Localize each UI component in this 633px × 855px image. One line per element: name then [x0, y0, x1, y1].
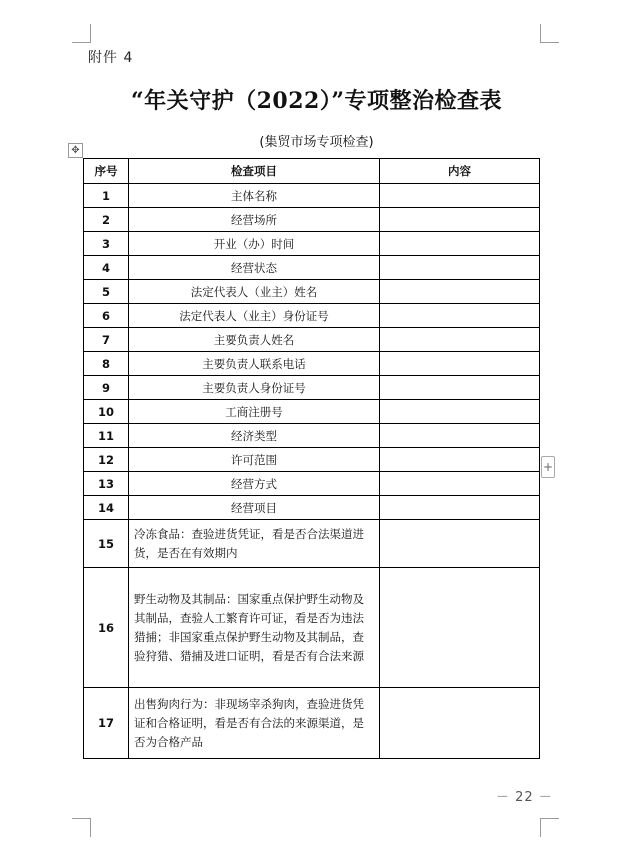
crop-mark-bottom-right [540, 818, 559, 837]
row-item: 经营状态 [129, 256, 380, 280]
row-number: 11 [84, 424, 129, 448]
row-content-cell[interactable] [380, 256, 540, 280]
row-number: 8 [84, 352, 129, 376]
row-content-cell[interactable] [380, 328, 540, 352]
row-content-cell[interactable] [380, 232, 540, 256]
column-header-item: 检查项目 [129, 159, 380, 184]
row-number: 16 [84, 568, 129, 688]
crop-mark-top-right [540, 24, 559, 43]
inspection-table [83, 158, 540, 759]
row-number: 5 [84, 280, 129, 304]
page-number: － 22 － [496, 790, 553, 805]
row-item: 主要负责人姓名 [129, 328, 380, 352]
row-item: 主要负责人身份证号 [129, 376, 380, 400]
row-number: 10 [84, 400, 129, 424]
row-item: 主要负责人联系电话 [129, 352, 380, 376]
row-item: 许可范围 [129, 448, 380, 472]
row-content-cell[interactable] [380, 208, 540, 232]
row-item: 主体名称 [129, 184, 380, 208]
table-row [84, 376, 540, 400]
row-item: 经营项目 [129, 496, 380, 520]
row-content-cell[interactable] [380, 496, 540, 520]
table-header-row [84, 159, 540, 184]
column-header-no: 序号 [84, 159, 129, 184]
crop-mark-top-left [72, 24, 91, 43]
row-content-cell[interactable] [380, 448, 540, 472]
row-content-cell[interactable] [380, 376, 540, 400]
row-number: 4 [84, 256, 129, 280]
row-number: 13 [84, 472, 129, 496]
table-row [84, 496, 540, 520]
table-row [84, 208, 540, 232]
row-content-cell[interactable] [380, 352, 540, 376]
row-content-cell[interactable] [380, 280, 540, 304]
table-row [84, 520, 540, 568]
row-item: 出售狗肉行为：非现场宰杀狗肉，查验进货凭证和合格证明，看是否有合法的来源渠道，是否为合格产品 [129, 688, 380, 759]
row-number: 7 [84, 328, 129, 352]
table-row [84, 424, 540, 448]
row-number: 6 [84, 304, 129, 328]
row-content-cell[interactable] [380, 400, 540, 424]
table-row [84, 184, 540, 208]
row-content-cell[interactable] [380, 472, 540, 496]
table-row [84, 568, 540, 688]
crop-mark-bottom-left [72, 818, 91, 837]
row-item: 法定代表人（业主）姓名 [129, 280, 380, 304]
table-row [84, 352, 540, 376]
table-row [84, 304, 540, 328]
page-title: “年关守护（2022）”专项整治检查表 [130, 88, 503, 114]
row-content-cell[interactable] [380, 304, 540, 328]
column-header-content: 内容 [380, 159, 540, 184]
row-number: 17 [84, 688, 129, 759]
table-row [84, 328, 540, 352]
row-content-cell[interactable] [380, 688, 540, 759]
row-item: 经营场所 [129, 208, 380, 232]
table-move-handle-icon[interactable]: ✥ [68, 143, 83, 158]
row-number: 3 [84, 232, 129, 256]
table-row [84, 400, 540, 424]
row-number: 12 [84, 448, 129, 472]
row-item: 野生动物及其制品：国家重点保护野生动物及其制品，查验人工繁育许可证，看是否为违法猎捕；非国家重点保护野生动物及其制品，查验狩猎、猎捕及进口证明，看是否有合法来源 [129, 568, 380, 688]
row-number: 9 [84, 376, 129, 400]
table-row [84, 448, 540, 472]
row-number: 1 [84, 184, 129, 208]
row-item: 工商注册号 [129, 400, 380, 424]
row-content-cell[interactable] [380, 184, 540, 208]
row-item: 法定代表人（业主）身份证号 [129, 304, 380, 328]
page-subtitle: (集贸市场专项检查) [259, 135, 374, 150]
row-item: 经济类型 [129, 424, 380, 448]
row-content-cell[interactable] [380, 568, 540, 688]
table-row [84, 472, 540, 496]
row-item: 冷冻食品：查验进货凭证，看是否合法渠道进货，是否在有效期内 [129, 520, 380, 568]
row-number: 14 [84, 496, 129, 520]
table-row [84, 256, 540, 280]
row-item: 开业（办）时间 [129, 232, 380, 256]
row-content-cell[interactable] [380, 520, 540, 568]
row-number: 2 [84, 208, 129, 232]
row-item: 经营方式 [129, 472, 380, 496]
table-row [84, 280, 540, 304]
add-column-icon[interactable]: + [541, 456, 555, 478]
table-row [84, 688, 540, 759]
row-content-cell[interactable] [380, 424, 540, 448]
row-number: 15 [84, 520, 129, 568]
attachment-label: 附件 4 [88, 50, 134, 66]
table-row [84, 232, 540, 256]
